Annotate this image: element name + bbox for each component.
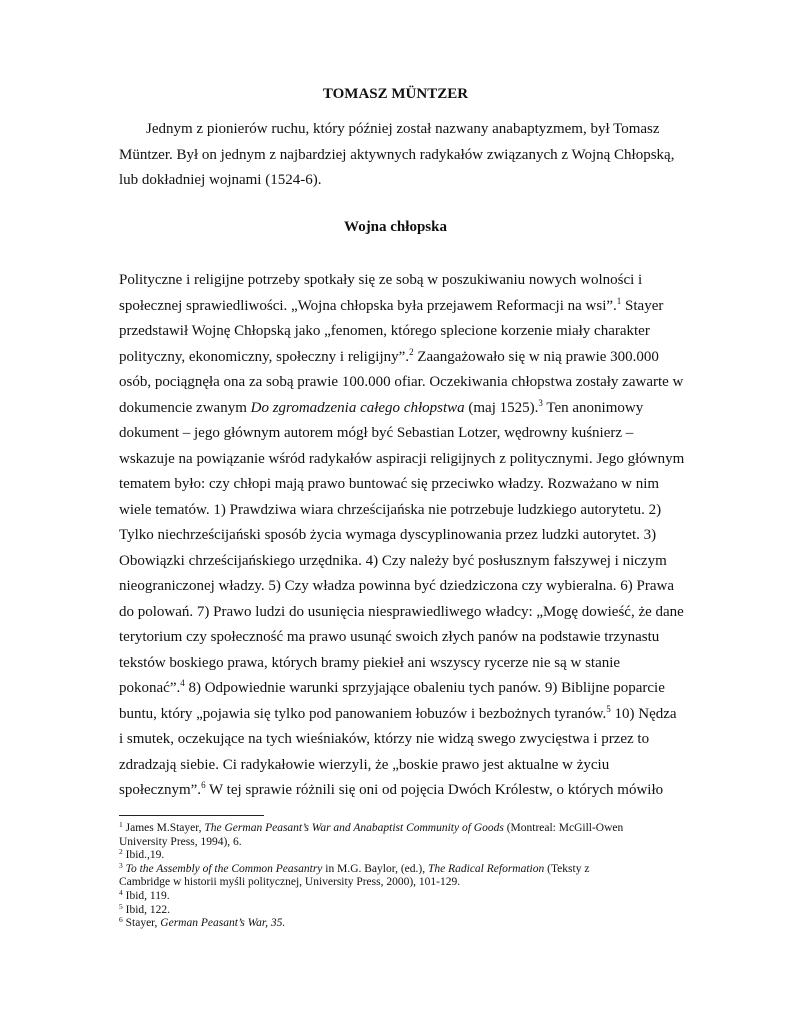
footnote-ref[interactable]: 2 (409, 346, 414, 357)
body-line: osób, pociągnęła ona za sobą prawie 100.000 ofiar. Oczekiwania chłopstwa zostały zawarte w (119, 374, 684, 390)
footnote-5 (119, 901, 679, 918)
footnote-text: in M.G. Baylor, (ed.), (322, 862, 428, 875)
body-text: 10) Nędza (610, 705, 677, 722)
body-text: polityczny, ekonomiczny, społeczny i religijny”. (119, 348, 410, 365)
footnote-3 (119, 860, 679, 877)
footnote-number: 2 (119, 847, 123, 857)
footnote-1 (119, 822, 679, 836)
intro-paragraph (119, 117, 675, 194)
body-text: Ten anonimowy (542, 399, 644, 416)
footnote-2 (119, 849, 679, 863)
body-line: Tylko niechrześcijański sposób życia wymaga dyscyplinowania przez ludzki autorytet. 3) (119, 527, 657, 543)
body-line: terytorium czy społeczność ma prawo usunąć swoich złych panów na podstawie trzynastu (119, 629, 660, 645)
footnote-4 (119, 887, 679, 904)
footnote-italic: German Peasant’s War, 35. (160, 917, 286, 930)
body-text: pokonać”. (119, 680, 181, 696)
body-line: przedstawił Wojnę Chłopską jako „fenomen, którego splecione korzenie miały charakter (119, 323, 650, 339)
section-heading: Wojna chłopska (344, 219, 447, 235)
footnote-ref[interactable]: 1 (616, 295, 622, 306)
footnote-text: James M.Stayer, (122, 822, 205, 834)
body-line: do polowań. 7) Prawo ludzi do usunięcia niesprawiedliwego władcy: „Mogę dowieść, że dane (119, 603, 684, 620)
footnote-ref[interactable]: 3 (538, 397, 543, 408)
body-text: W tej sprawie różnili się oni od pojęcia Dwóch Królestw, o których mówiło (205, 782, 664, 798)
body-text: 8) Odpowiednie warunki sprzyjające obaleniu tych panów. 9) Biblijne poparcie (184, 680, 665, 696)
body-line: nieograniczonej władzy. 5) Czy władza powinna być dziedziczona czy wybieralna. 6) Prawa (119, 578, 675, 594)
body-text: dokumencie zwanym (119, 399, 251, 416)
body-line (119, 676, 665, 702)
document-title: TOMASZ MÜNTZER (322, 86, 469, 102)
footnote-number: 3 (119, 860, 123, 870)
footnote-italic: The Radical Reformation (427, 862, 545, 875)
body-line: tematem było: czy chłopi mają prawo buntować się przeciwko władzy. Rozważano w nim (119, 476, 660, 492)
footnote-1-continued: University Press, 1994), 6. (119, 835, 242, 848)
footnote-3-continued: Cambridge w historii myśli politycznej, University Press, 2000), 101-129. (119, 876, 461, 889)
footnote-text: Stayer, (122, 917, 161, 930)
footnote-number: 5 (119, 901, 123, 911)
body-line: zdradzają siebie. Ci radykałowie wierzyli, że „boskie prawo jest aktualne w życiu (119, 756, 610, 773)
body-text: buntu, który „pojawia się tylko pod panowaniem łobuzów i bezbożnych tyranów. (119, 705, 607, 722)
body-line (119, 702, 677, 728)
footnote-ref[interactable]: 5 (606, 703, 611, 714)
footnote-text: Ibid, 122. (122, 903, 171, 916)
body-text: społecznej sprawiedliwości. „Wojna chłopska była przejawem Reformacji na wsi”. (119, 297, 617, 314)
body-text: (maj 1525). (464, 399, 539, 416)
footnote-italic: To the Assembly of the Common Peasantry (122, 862, 323, 875)
footnote-text: Ibid, 119. (122, 889, 170, 902)
footnote-separator (119, 815, 264, 816)
footnote-text: (Teksty z (544, 862, 590, 875)
footnote-text: Ibid.,19. (122, 849, 165, 862)
footnote-6 (119, 917, 679, 931)
footnote-number: 4 (119, 887, 123, 897)
footnote-ref[interactable]: 4 (180, 678, 185, 688)
body-line (119, 778, 664, 804)
intro-line: lub dokładniej wojnami (1524-6). (119, 172, 322, 188)
body-line: tekstów boskiego prawa, których bramy piekieł ani wszyscy rycerze nie są w stanie (119, 654, 621, 671)
footnote-text: (Montreal: McGill-Owen (503, 822, 624, 834)
footnote-number: 6 (119, 915, 123, 925)
body-line: Obowiązki chrześcijańskiego urzędnika. 4) Czy należy być posłusznym fałszywej i niczym (119, 552, 667, 569)
body-line (119, 294, 664, 320)
footnote-italic: The German Peasant’s War and Anabaptist Community of Goods (204, 822, 504, 834)
body-line (119, 396, 659, 422)
document-title-italic: Do zgromadzenia całego chłopstwa (250, 399, 465, 416)
body-line (119, 345, 659, 371)
body-line: dokument – jego głównym autorem mógł być Sebastian Lotzer, wędrowny kuśnierz – (119, 425, 634, 441)
body-text: społecznym”. (119, 782, 202, 798)
footnote-number: 1 (119, 820, 123, 829)
body-text: Zaangażowało się w nią prawie 300.000 (413, 348, 659, 365)
body-line: wskazuje na powiązanie wśród radykałów aspiracji religijnych z politycznymi. Jego głównym (119, 450, 685, 467)
body-paragraph (119, 268, 685, 804)
body-text: Stayer (621, 297, 664, 314)
footnote-ref[interactable]: 6 (201, 780, 206, 790)
intro-line: Müntzer. Był on jednym z najbardziej aktywnych radykałów związanych z Wojną Chłopską, (119, 146, 675, 163)
body-line: wiele tematów. 1) Prawdziwa wiara chrześcijańska nie potrzebuje ludzkiego autorytetu. 2) (119, 501, 662, 518)
intro-line: Jednym z pionierów ruchu, który później został nazwany anabaptyzmem, był Tomasz (146, 121, 660, 137)
footnotes (119, 822, 679, 931)
body-line: Polityczne i religijne potrzeby spotkały się ze sobą w poszukiwaniu nowych wolności i (119, 272, 643, 288)
body-line: i smutek, oczekujące na tych wieśniaków, którzy nie widzą swego zwycięstwa i przez to (119, 731, 650, 747)
